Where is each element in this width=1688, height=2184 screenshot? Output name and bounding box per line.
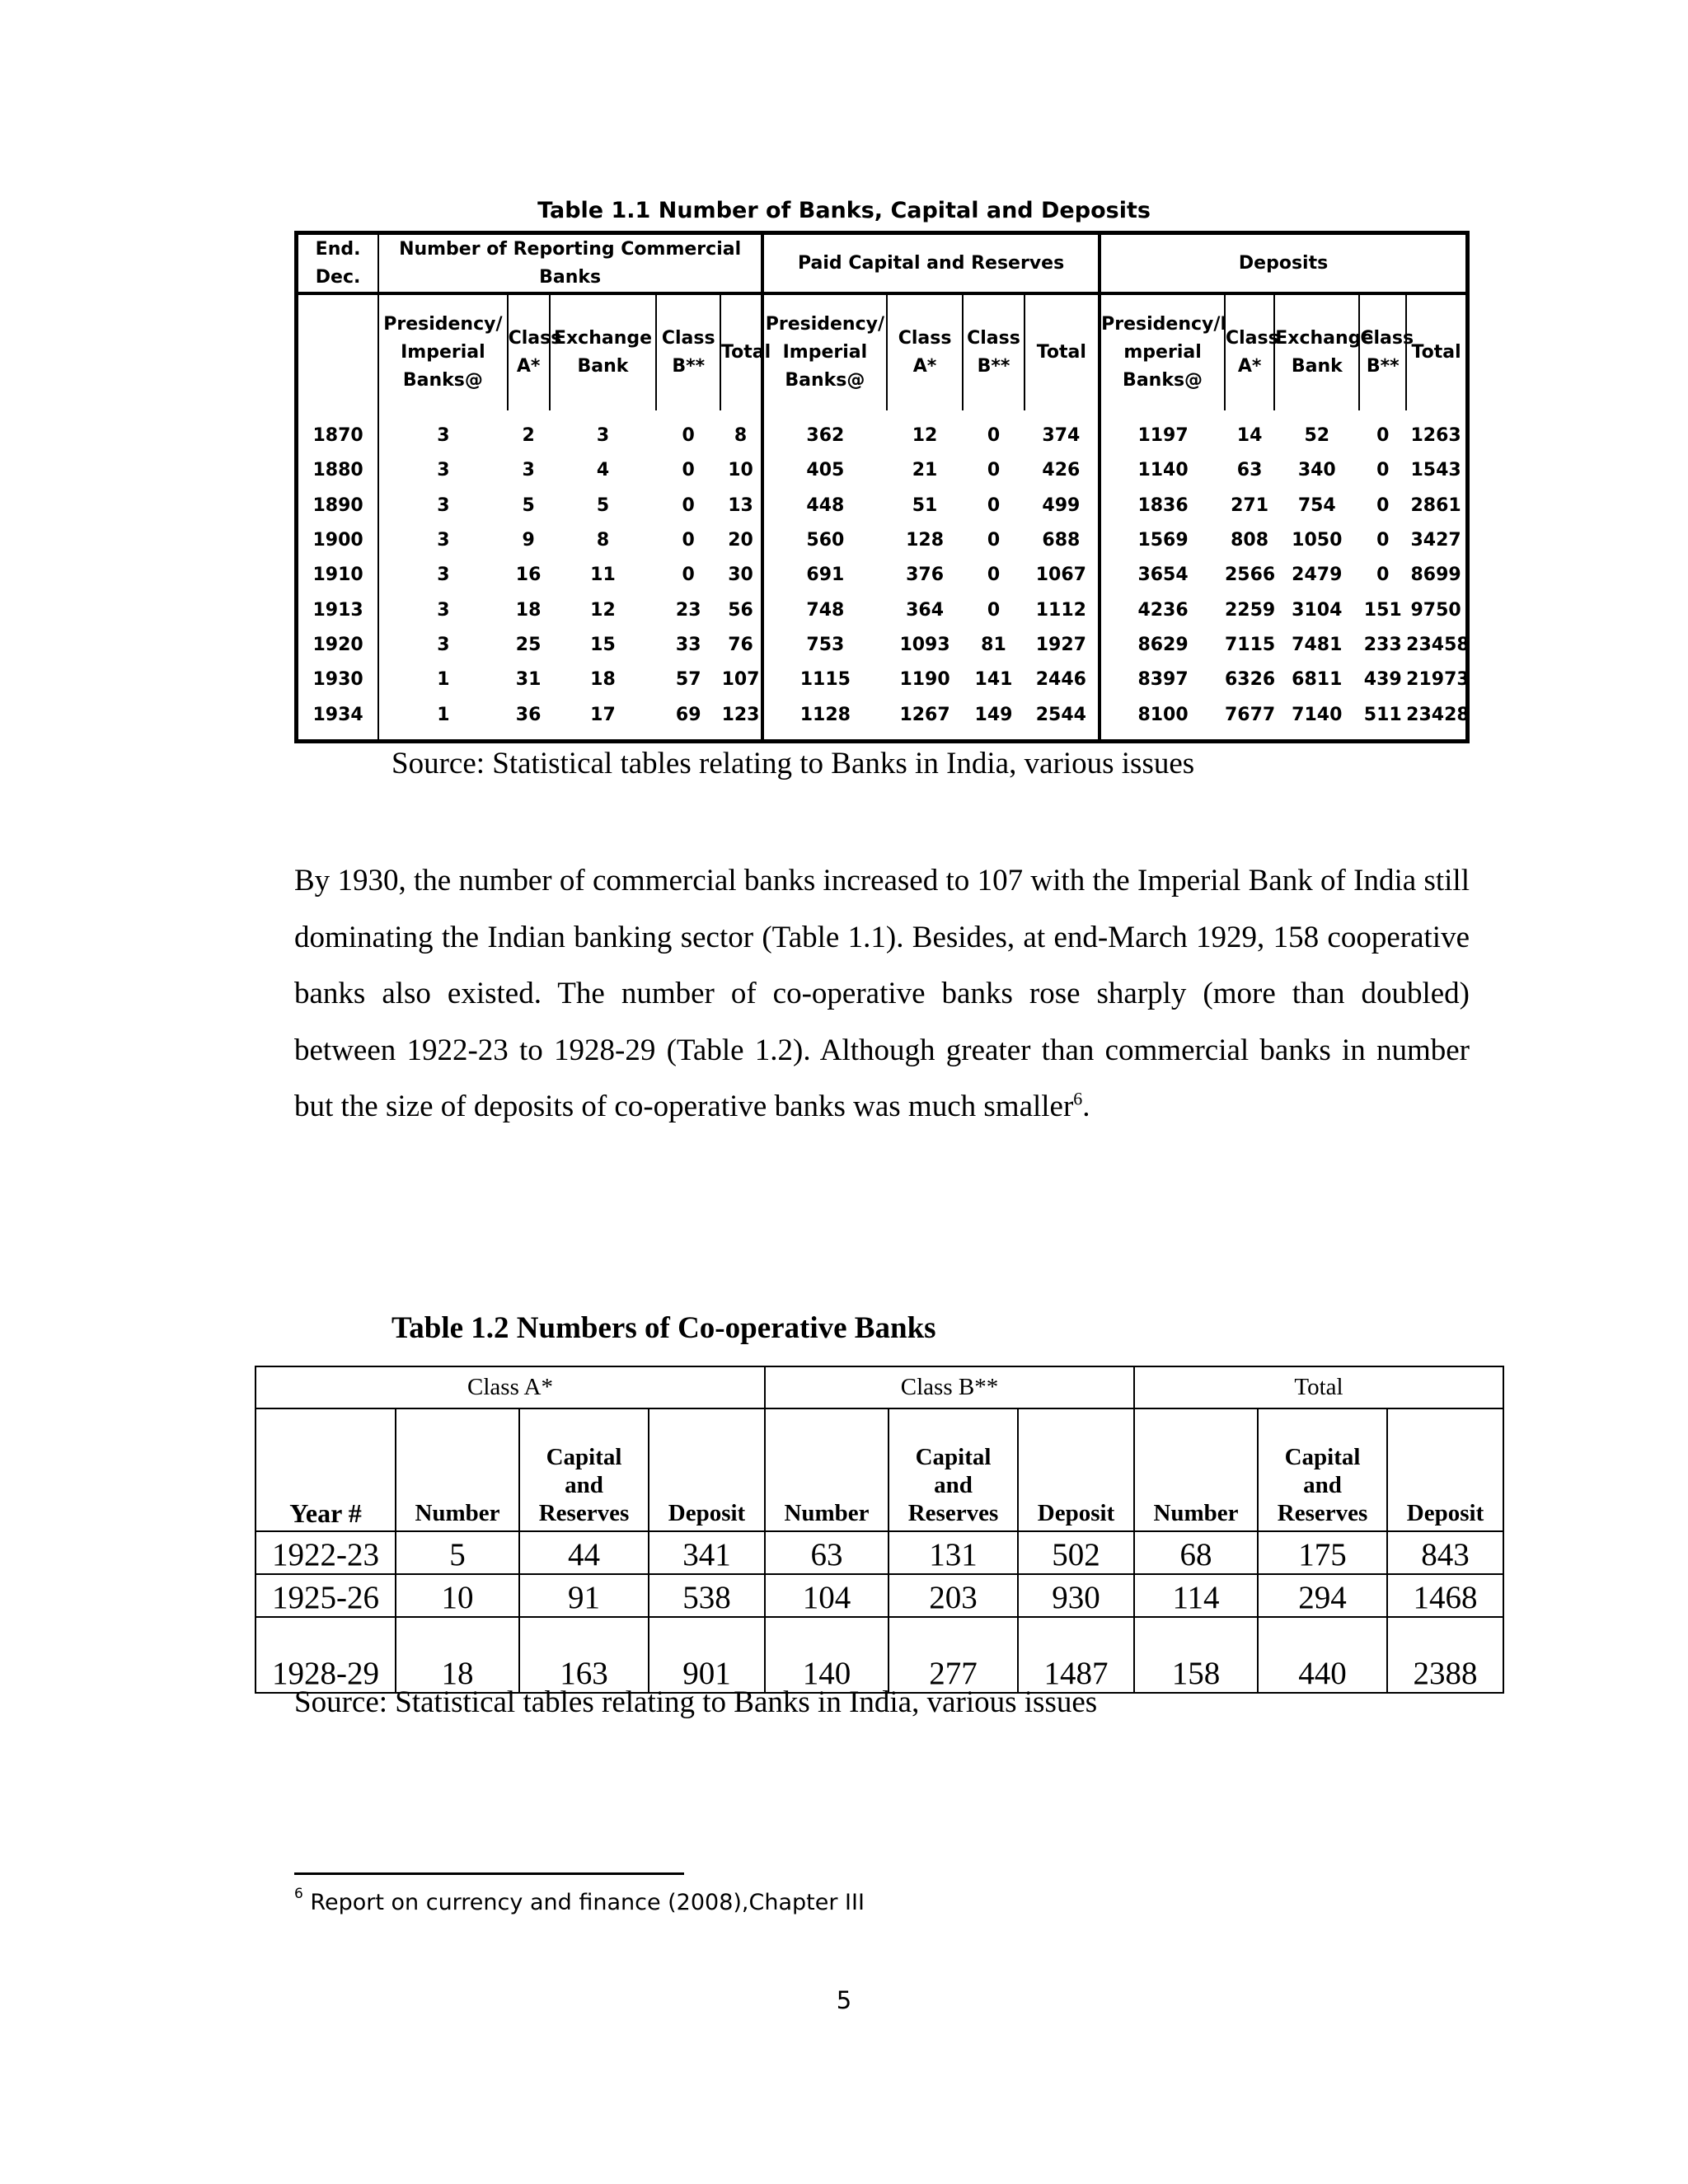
group-class-b: Class B** xyxy=(765,1366,1134,1408)
table-cell: 1050 xyxy=(1292,530,1343,551)
table-row xyxy=(297,628,1468,663)
table-1-1-subheader-row xyxy=(297,293,1468,410)
t1-subheader: Class B** xyxy=(963,293,1024,410)
t1-subheader: Exchange Bank xyxy=(1274,293,1359,410)
table-cell: 901 xyxy=(649,1617,765,1693)
table-cell: 1487 xyxy=(1018,1617,1134,1693)
table-cell: 9 xyxy=(522,530,535,551)
table-cell: 538 xyxy=(649,1574,765,1617)
table-cell: 1267 xyxy=(899,704,950,725)
table-cell: 0 xyxy=(682,425,695,447)
t2-subheader: Number xyxy=(1134,1408,1258,1531)
table-cell: 374 xyxy=(1025,410,1100,453)
table-cell: 123 xyxy=(720,697,762,741)
table-cell: 63 xyxy=(1236,460,1263,481)
t2-subheader: Deposit xyxy=(649,1408,765,1531)
table-1-2 xyxy=(255,1366,1504,1694)
t1-subheader: Presidency/I mperial Banks@ xyxy=(1100,293,1225,410)
t1-subheader: Class B** xyxy=(1359,293,1406,410)
table-cell: 149 xyxy=(974,704,1013,725)
table-cell: 91 xyxy=(519,1574,649,1617)
table-cell: 0 xyxy=(682,494,695,516)
t1-subheader: Class A* xyxy=(1225,293,1274,410)
table-cell: 2544 xyxy=(1025,697,1100,741)
table-cell: 754 xyxy=(1297,494,1336,516)
row-year: 1920 xyxy=(297,628,379,663)
table-cell: 12 xyxy=(590,599,616,621)
table-row xyxy=(297,410,1468,453)
table-cell: 104 xyxy=(765,1574,889,1617)
table-1-2-title: Table 1.2 Numbers of Co-operative Banks xyxy=(392,1311,936,1345)
table-cell: 6326 xyxy=(1224,669,1276,691)
table-cell: 1093 xyxy=(899,634,950,655)
t1-subheader: Total xyxy=(720,293,762,410)
table-cell: 0 xyxy=(987,530,1001,551)
table-cell: 8397 xyxy=(1137,669,1189,691)
table-cell: 141 xyxy=(974,669,1013,691)
table-cell: 8 xyxy=(720,410,762,453)
table-1-1 xyxy=(294,231,1470,743)
table-cell: 140 xyxy=(765,1617,889,1693)
row-year: 1913 xyxy=(297,593,379,627)
table-cell: 52 xyxy=(1304,425,1330,447)
row-year: 1930 xyxy=(297,663,379,697)
footnote-divider xyxy=(294,1872,684,1875)
table-1-2-body xyxy=(256,1531,1503,1693)
table-cell: 843 xyxy=(1387,1531,1503,1574)
t2-subheader: Number xyxy=(765,1408,889,1531)
table-1-1-source: Source: Statistical tables relating to Banks in India, various issues xyxy=(392,747,1195,780)
table-cell: 3654 xyxy=(1137,565,1189,586)
table-cell: 448 xyxy=(806,494,845,516)
group-reporting-banks: Number of Reporting Commercial Banks xyxy=(378,233,762,294)
table-cell: 7115 xyxy=(1224,634,1276,655)
table-cell: 362 xyxy=(806,425,845,447)
table-cell: 0 xyxy=(987,599,1001,621)
table-cell: 405 xyxy=(806,460,845,481)
table-cell: 3 xyxy=(437,425,450,447)
table-cell: 9750 xyxy=(1410,599,1461,621)
table-cell: 10 xyxy=(396,1574,519,1617)
row-year: 1922-23 xyxy=(256,1531,396,1574)
table-cell: 1112 xyxy=(1025,593,1100,627)
table-cell: 18 xyxy=(396,1617,519,1693)
table-cell: 4236 xyxy=(1137,599,1189,621)
table-cell: 2446 xyxy=(1025,663,1100,697)
table-cell: 114 xyxy=(1134,1574,1258,1617)
table-cell: 1140 xyxy=(1137,460,1189,481)
table-cell: 128 xyxy=(906,530,945,551)
table-cell: 1128 xyxy=(799,704,851,725)
t1-subheader: Class B** xyxy=(656,293,720,410)
t1-subheader: Total xyxy=(1025,293,1100,410)
table-cell: 1836 xyxy=(1137,494,1189,516)
table-cell: 0 xyxy=(987,425,1001,447)
table-cell: 3 xyxy=(437,565,450,586)
row-year: 1880 xyxy=(297,453,379,488)
row-year: 1870 xyxy=(297,410,379,453)
table-cell: 3 xyxy=(596,425,610,447)
row-year: 1890 xyxy=(297,489,379,523)
table-cell: 56 xyxy=(720,593,762,627)
table-cell: 3 xyxy=(437,494,450,516)
table-row xyxy=(297,593,1468,627)
table-row xyxy=(297,453,1468,488)
table-cell: 5 xyxy=(396,1531,519,1574)
table-cell: 69 xyxy=(675,704,701,725)
table-cell: 1543 xyxy=(1410,460,1461,481)
end-dec-header: End. Dec. xyxy=(297,233,379,294)
table-cell: 3104 xyxy=(1292,599,1343,621)
table-cell: 0 xyxy=(682,460,695,481)
table-row xyxy=(297,523,1468,558)
empty-year-header xyxy=(297,293,379,410)
table-cell: 1569 xyxy=(1137,530,1189,551)
table-cell: 23428 xyxy=(1406,704,1470,725)
table-cell: 0 xyxy=(1376,565,1390,586)
table-cell: 376 xyxy=(906,565,945,586)
table-row xyxy=(256,1531,1503,1574)
table-cell: 158 xyxy=(1134,1617,1258,1693)
table-cell: 511 xyxy=(1363,704,1402,725)
table-cell: 203 xyxy=(889,1574,1018,1617)
table-cell: 7481 xyxy=(1292,634,1343,655)
table-cell: 4 xyxy=(596,460,610,481)
table-cell: 3427 xyxy=(1410,530,1461,551)
table-cell: 25 xyxy=(515,634,542,655)
table-cell: 3 xyxy=(522,460,535,481)
body-paragraph: By 1930, the number of commercial banks increased to 107 with the Imperial Bank of India still dominating the Indian banking sector (Table 1.1). Besides, at end-March 1929, 158 cooperative banks also existed. The number of co-operative banks rose sharply (more than doubled) between 1922-23 to 1928-29 (Table 1.2). Although greater than commercial banks in number but the size of deposits of co-operative banks was much smaller$^6$. xyxy=(294,864,1470,1123)
table-cell: 277 xyxy=(889,1617,1018,1693)
table-cell: 7140 xyxy=(1292,704,1343,725)
table-cell: 0 xyxy=(987,460,1001,481)
table-cell: 1468 xyxy=(1387,1574,1503,1617)
table-cell: 340 xyxy=(1297,460,1336,481)
table-1-1-body xyxy=(297,410,1468,741)
table-cell: 0 xyxy=(1376,530,1390,551)
table-cell: 11 xyxy=(590,565,616,586)
table-cell: 439 xyxy=(1363,669,1402,691)
table-cell: 688 xyxy=(1025,523,1100,558)
table-cell: 2 xyxy=(522,425,535,447)
table-cell: 1190 xyxy=(899,669,950,691)
table-cell: 7677 xyxy=(1224,704,1276,725)
table-cell: 1067 xyxy=(1025,558,1100,593)
table-cell: 2479 xyxy=(1292,565,1343,586)
footnote-ref: 6 xyxy=(1073,1088,1083,1109)
table-cell: 23 xyxy=(675,599,701,621)
table-cell: 5 xyxy=(522,494,535,516)
table-cell: 2259 xyxy=(1224,599,1276,621)
table-cell: 51 xyxy=(912,494,938,516)
table-cell: 175 xyxy=(1258,1531,1387,1574)
group-paid-capital: Paid Capital and Reserves xyxy=(762,233,1100,294)
table-cell: 426 xyxy=(1025,453,1100,488)
table-cell: 63 xyxy=(765,1531,889,1574)
table-cell: 3 xyxy=(437,460,450,481)
table-cell: 440 xyxy=(1258,1617,1387,1693)
table-cell: 1 xyxy=(437,704,450,725)
table-cell: 30 xyxy=(720,558,762,593)
t2-subheader: Deposit xyxy=(1018,1408,1134,1531)
table-cell: 560 xyxy=(806,530,845,551)
table-cell: 0 xyxy=(1376,425,1390,447)
table-cell: 5 xyxy=(596,494,610,516)
t1-subheader: Total xyxy=(1406,293,1467,410)
table-cell: 808 xyxy=(1231,530,1269,551)
table-cell: 107 xyxy=(720,663,762,697)
table-cell: 271 xyxy=(1231,494,1269,516)
table-row xyxy=(256,1574,1503,1617)
t2-subheader: Capital and Reserves xyxy=(519,1408,649,1531)
row-year: 1928-29 xyxy=(256,1617,396,1693)
t1-subheader: Exchange Bank xyxy=(550,293,657,410)
table-cell: 930 xyxy=(1018,1574,1134,1617)
t1-subheader: Presidency/ Imperial Banks@ xyxy=(762,293,887,410)
table-cell: 20 xyxy=(720,523,762,558)
row-year: 1900 xyxy=(297,523,379,558)
table-cell: 2861 xyxy=(1410,494,1461,516)
table-cell: 1263 xyxy=(1410,425,1461,447)
table-cell: 57 xyxy=(675,669,701,691)
table-cell: 1 xyxy=(437,669,450,691)
table-cell: 8 xyxy=(596,530,610,551)
table-cell: 18 xyxy=(515,599,542,621)
table-cell: 13 xyxy=(720,489,762,523)
page-number: 5 xyxy=(836,1986,852,2014)
table-cell: 8100 xyxy=(1137,704,1189,725)
table-cell: 14 xyxy=(1236,425,1263,447)
table-cell: 2388 xyxy=(1387,1617,1503,1693)
year-header: Year # xyxy=(256,1408,396,1531)
t1-subheader: Presidency/ Imperial Banks@ xyxy=(378,293,507,410)
footnote: $^6$ Report on currency and finance (2008),Chapter III xyxy=(294,1886,865,1915)
table-cell: 2566 xyxy=(1224,565,1276,586)
table-cell: 748 xyxy=(806,599,845,621)
table-cell: 12 xyxy=(912,425,938,447)
table-cell: 753 xyxy=(806,634,845,655)
table-cell: 151 xyxy=(1363,599,1402,621)
row-year: 1910 xyxy=(297,558,379,593)
t2-subheader: Capital and Reserves xyxy=(1258,1408,1387,1531)
table-cell: 1197 xyxy=(1137,425,1189,447)
table-cell: 499 xyxy=(1025,489,1100,523)
t1-subheader: Class A* xyxy=(887,293,964,410)
table-cell: 131 xyxy=(889,1531,1018,1574)
table-cell: 341 xyxy=(649,1531,765,1574)
table-cell: 0 xyxy=(682,530,695,551)
table-cell: 0 xyxy=(1376,460,1390,481)
t2-subheader: Deposit xyxy=(1387,1408,1503,1531)
table-cell: 3 xyxy=(437,530,450,551)
t2-subheader: Capital and Reserves xyxy=(889,1408,1018,1531)
table-cell: 1927 xyxy=(1025,628,1100,663)
table-cell: 10 xyxy=(720,453,762,488)
table-row xyxy=(297,489,1468,523)
table-cell: 0 xyxy=(682,565,695,586)
table-cell: 36 xyxy=(515,704,542,725)
table-cell: 15 xyxy=(590,634,616,655)
table-row xyxy=(297,558,1468,593)
table-cell: 364 xyxy=(906,599,945,621)
table-cell: 691 xyxy=(806,565,845,586)
table-cell: 1115 xyxy=(799,669,851,691)
table-cell: 81 xyxy=(981,634,1006,655)
table-cell: 3 xyxy=(437,599,450,621)
table-cell: 6811 xyxy=(1292,669,1343,691)
table-row xyxy=(297,663,1468,697)
group-deposits: Deposits xyxy=(1238,252,1329,274)
table-cell: 17 xyxy=(590,704,616,725)
table-cell: 21 xyxy=(912,460,938,481)
table-cell: 233 xyxy=(1363,634,1402,655)
table-cell: 8699 xyxy=(1410,565,1461,586)
table-cell: 163 xyxy=(519,1617,649,1693)
table-cell: 21973 xyxy=(1406,669,1470,691)
table-cell: 3 xyxy=(437,634,450,655)
table-cell: 33 xyxy=(675,634,701,655)
table-cell: 31 xyxy=(515,669,542,691)
table-cell: 18 xyxy=(590,669,616,691)
table-cell: 294 xyxy=(1258,1574,1387,1617)
table-cell: 0 xyxy=(987,494,1001,516)
group-total: Total xyxy=(1134,1366,1503,1408)
table-cell: 0 xyxy=(1376,494,1390,516)
row-year: 1925-26 xyxy=(256,1574,396,1617)
table-1-1-title: Table 1.1 Number of Banks, Capital and Deposits xyxy=(537,198,1151,223)
table-row xyxy=(297,697,1468,741)
table-cell: 0 xyxy=(987,565,1001,586)
table-cell: 76 xyxy=(720,628,762,663)
table-cell: 8629 xyxy=(1137,634,1189,655)
group-class-a: Class A* xyxy=(256,1366,765,1408)
table-cell: 16 xyxy=(515,565,542,586)
t1-subheader: Class A* xyxy=(508,293,550,410)
table-row xyxy=(256,1617,1503,1693)
table-cell: 68 xyxy=(1134,1531,1258,1574)
row-year: 1934 xyxy=(297,697,379,741)
table-cell: 44 xyxy=(519,1531,649,1574)
table-cell: 23458 xyxy=(1406,634,1470,655)
table-1-2-source: Source: Statistical tables relating to Banks in India, various issues xyxy=(294,1685,1098,1719)
table-cell: 502 xyxy=(1018,1531,1134,1574)
t2-subheader: Number xyxy=(396,1408,519,1531)
